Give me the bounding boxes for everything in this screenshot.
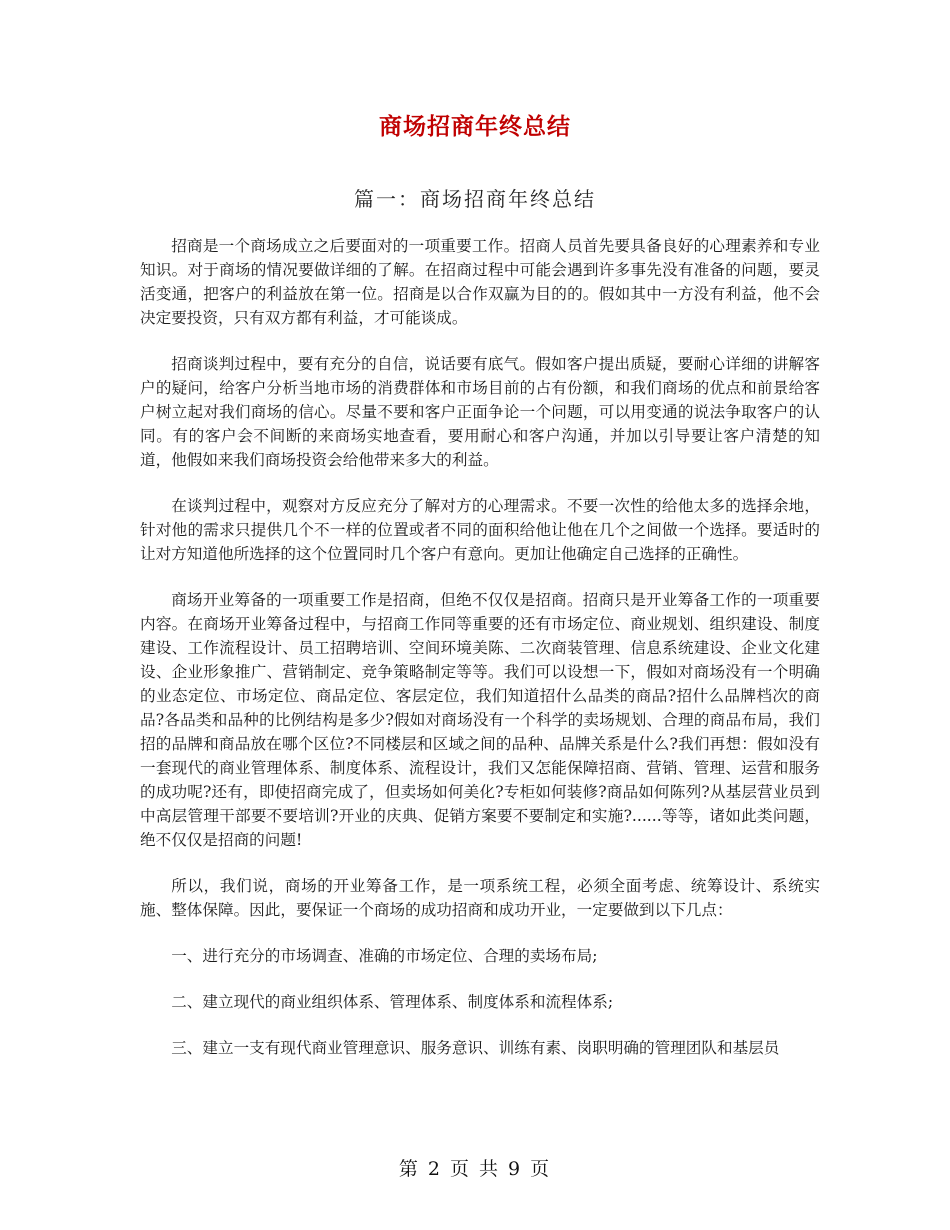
list-item-3: 三、建立一支有现代商业管理意识、服务意识、训练有素、岗职明确的管理团队和基层员 bbox=[171, 1039, 780, 1057]
paragraph-5: 所以，我们说，商场的开业筹备工作，是一项系统工程，必须全面考虑、统筹设计、系统实施、整体保障。因此，要保证一个商场的成功招商和成功开业，一定要做到以下几点： bbox=[140, 877, 820, 919]
paragraph-2: 招商谈判过程中，要有充分的自信，说话要有底气。假如客户提出质疑，要耐心详细的讲解客户的疑问，给客户分析当地市场的消费群体和市场目前的占有份额，和我们商场的优点和前景给客户树立起对我们商场的信心。尽量不要和客户正面争论一个问题，可以用变通的说法争取客户的认同。有的客户会不间断的来商场实地查看，要用耐心和客户沟通，并加以引导要让客户清楚的知道，他假如来我们商场投资会给他带来多大的利益。 bbox=[140, 355, 820, 469]
list-item-2: 二、建立现代的商业组织体系、管理体系、制度体系和流程体系; bbox=[171, 993, 614, 1011]
section-title: 篇一：商场招商年终总结 bbox=[354, 187, 596, 211]
page-footer: 第 2 页 共 9 页 bbox=[398, 1158, 552, 1180]
paragraph-4: 商场开业筹备的一项重要工作是招商，但绝不仅仅是招商。招商只是开业筹备工作的一项重要内容。在商场开业筹备过程中，与招商工作同等重要的还有市场定位、商业规划、组织建设、制度建设、工作流程设计、员工招聘培训、空间环境美陈、二次商装管理、信息系统建设、企业文化建设、企业形象推广、营销制定、竞争策略制定等等。我们可以设想一下，假如对商场没有一个明确的业态定位、市场定位、商品定位、客层定位，我们知道招什么品类的商品?招什么品牌档次的商品?各品类和品种的比例结构是多少?假如对商场没有一个科学的卖场规划、合理的商品布局，我们招的品牌和商品放在哪个区位?不同楼层和区域之间的品种、品牌关系是什么?我们再想：假如没有一套现代的商业管理体系、制度体系、流程设计，我们又怎能保障招商、营销、管理、运营和服务的成功呢?还有，即使招商完成了，但卖场如何美化?专柜如何装修?商品如何陈列?从基层营业员到中高层管理干部要不要培训?开业的庆典、促销方案要不要制定和实施?......等等，诸如此类问题，绝不仅仅是招商的问题! bbox=[140, 591, 820, 849]
document-title: 商场招商年终总结 bbox=[379, 114, 571, 140]
paragraph-3: 在谈判过程中，观察对方反应充分了解对方的心理需求。不要一次性的给他太多的选择余地，针对他的需求只提供几个不一样的位置或者不同的面积给他让他在几个之间做一个选择。要适时的让对方知道他所选择的这个位置同时几个客户有意向。更加让他确定自己选择的正确性。 bbox=[140, 497, 820, 563]
paragraph-1: 招商是一个商场成立之后要面对的一项重要工作。招商人员首先要具备良好的心理素养和专业知识。对于商场的情况要做详细的了解。在招商过程中可能会遇到许多事先没有准备的问题，要灵活变通，把客户的利益放在第一位。招商是以合作双赢为目的的。假如其中一方没有利益，他不会决定要投资，只有双方都有利益，才可能谈成。 bbox=[140, 237, 820, 327]
document-body bbox=[140, 234, 820, 1082]
list-item-1: 一、进行充分的市场调查、准确的市场定位、合理的卖场布局; bbox=[171, 947, 598, 965]
